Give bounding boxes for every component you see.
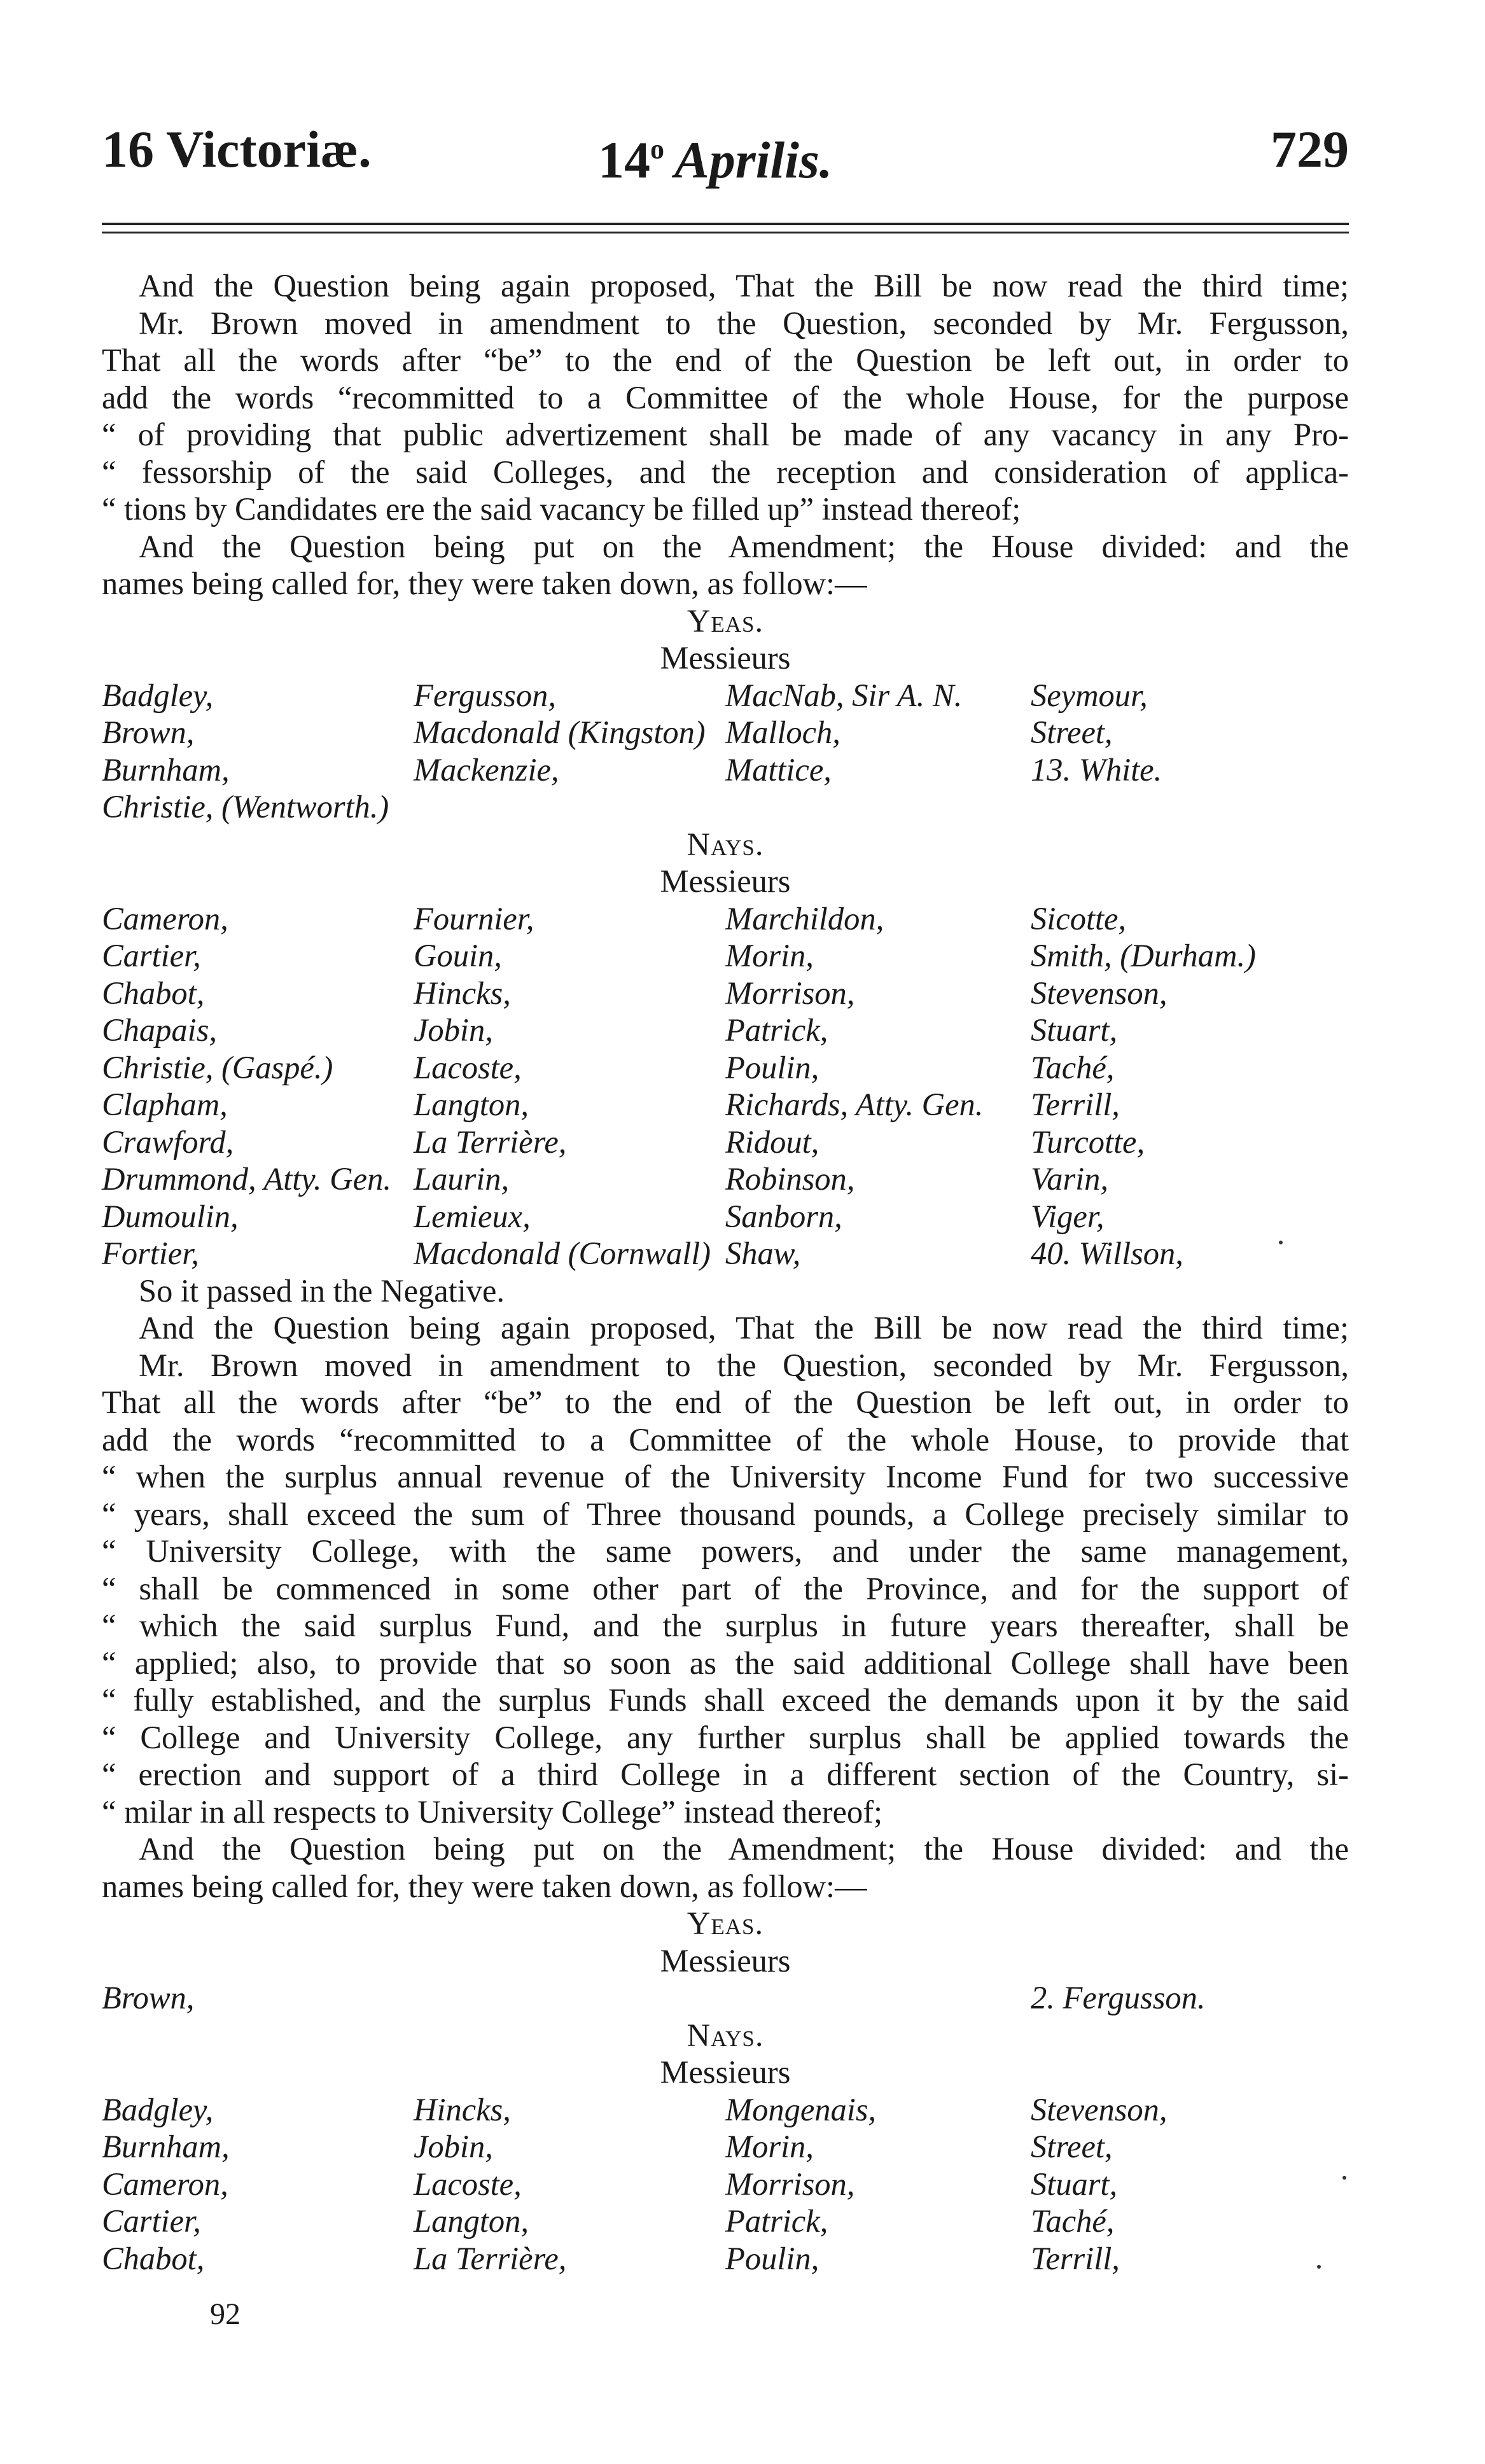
list-item: Taché, (1031, 1049, 1115, 1085)
ink-speck (1317, 2265, 1321, 2269)
list-item: Richards, Atty. Gen. (725, 1087, 984, 1122)
list-item: Marchildon, (725, 900, 884, 936)
list-item: Turcotte, (1031, 1124, 1145, 1160)
list-item: Stevenson, (1031, 2091, 1168, 2127)
ink-speck (1279, 1241, 1283, 1244)
list-item: Taché, (1031, 2203, 1115, 2239)
list-item: Cameron, (102, 900, 228, 936)
list-item: Lacoste, (414, 2166, 522, 2202)
list-item: Morin, (725, 938, 814, 973)
list-item: Fournier, (414, 900, 534, 936)
list-item: Dumoulin, (102, 1198, 239, 1234)
list-item: Poulin, (725, 1049, 819, 1085)
list-item: Burnham, (102, 2129, 230, 2164)
messieurs-heading: Messieurs (660, 2054, 791, 2090)
list-item: Fergusson, (414, 677, 556, 713)
list-item: Christie, (Gaspé.) (102, 1049, 333, 1085)
paragraph-amendment-2: And the Question being again proposed, That the Bill be now read the third time; Mr. Brown moved in amendment to the Question, seconded by Mr. Fergusson, That all the words after “be” to the end of the Question be left out, in order to add the words “recommitted to a Committee of the whole House, to provide that “ when the surplus annual revenue of the University Income Fund for two successive “ years, shall exceed the sum of Three thousand pounds, a College precisely similar to “ University College, with the same powers, and under the same management, “ shall be commenced in some other part of the Province, and for the support of “ which the said surplus Fund, and the surplus in future years thereafter, shall be “ applied; also, to provide that so soon as the said additional College shall have been “ fully established, and the surplus Funds shall exceed the demands upon it by the said “ College and University College, any further surplus shall be applied towards the “ erection and support of a third College in a different section of the Country, si- “ milar in all respects to University College” instead thereof; (102, 1310, 1349, 1830)
paragraph-division-1: And the Question being put on the Amendment; the House divided: and the names being called for, they were taken down, as follow:— (102, 528, 1349, 601)
list-item: La Terrière, (414, 1124, 567, 1160)
yeas-heading: Yeas. (687, 602, 764, 639)
signature-mark: 92 (210, 2297, 241, 2331)
list-item: Stuart, (1031, 1012, 1118, 1048)
list-item: Cartier, (102, 938, 201, 973)
list-item: Chabot, (102, 2240, 205, 2276)
list-item: Badgley, (102, 677, 214, 713)
list-item: Macdonald (Cornwall) (414, 1235, 711, 1271)
list-item: Stuart, (1031, 2166, 1118, 2202)
list-item: Gouin, (414, 938, 502, 973)
list-item: Langton, (414, 2203, 529, 2239)
messieurs-heading: Messieurs (660, 863, 791, 899)
header-rule (102, 223, 1349, 225)
list-item: Street, (1031, 2129, 1113, 2164)
list-item: Street, (1031, 714, 1113, 750)
list-item: Hincks, (414, 975, 511, 1011)
list-item: Poulin, (725, 2240, 819, 2276)
list-item: Laurin, (414, 1161, 510, 1197)
list-item: Varin, (1031, 1161, 1109, 1197)
list-item: Mongenais, (725, 2091, 877, 2127)
list-item: Mattice, (725, 751, 832, 788)
nays-list-1 (102, 900, 1349, 1272)
list-item: Brown, (102, 714, 195, 750)
yeas-list-2 (102, 1979, 1349, 2017)
list-item: Patrick, (725, 2203, 828, 2239)
page-number: 729 (1271, 120, 1349, 178)
list-item: 40. Willson, (1031, 1235, 1183, 1271)
nays-heading: Nays. (687, 826, 764, 862)
page (102, 115, 1349, 2276)
messieurs-heading: Messieurs (660, 1942, 791, 1979)
list-item: Shaw, (725, 1235, 801, 1271)
list-item: Sicotte, (1031, 900, 1127, 936)
header-session: 16 Victoriæ. (102, 120, 372, 178)
paragraph-division-2: And the Question being put on the Amendment; the House divided: and the names being called for, they were taken down, as follow:— (102, 1831, 1349, 1904)
paragraph-amendment-1: And the Question being again proposed, That the Bill be now read the third time; Mr. Brown moved in amendment to the Question, seconded by Mr. Fergusson, That all the words after “be” to the end of the Question be left out, in order to add the words “recommitted to a Committee of the whole House, for the purpose “ of providing that public advertizement shall be made of any vacancy in any Pro- “ fessorship of the said Colleges, and the reception and consideration of applica- “ tions by Candidates ere the said vacancy be filled up” instead thereof; (102, 268, 1349, 527)
list-item: Lemieux, (414, 1198, 531, 1234)
list-item: Morrison, (725, 975, 855, 1011)
list-item: Sanborn, (725, 1198, 842, 1234)
list-item: Malloch, (725, 714, 840, 750)
list-item: Burnham, (102, 751, 230, 788)
yeas-list-1 (102, 677, 1349, 826)
list-item: Morrison, (725, 2166, 855, 2202)
yeas-heading: Yeas. (687, 1905, 764, 1941)
list-item: Chabot, (102, 975, 205, 1011)
nays-heading: Nays. (687, 2017, 764, 2053)
list-item: Jobin, (414, 1012, 493, 1048)
list-item: Clapham, (102, 1087, 228, 1122)
list-item: Seymour, (1031, 677, 1148, 713)
header-rule-thin (102, 232, 1349, 233)
list-item: Terrill, (1031, 1087, 1120, 1122)
list-item: Chapais, (102, 1012, 217, 1048)
list-item: Christie, (Wentworth.) (102, 789, 389, 825)
list-item: Brown, (102, 1980, 195, 2015)
list-item: Jobin, (414, 2129, 493, 2164)
list-item: Cartier, (102, 2203, 201, 2239)
ink-speck (1342, 2176, 1346, 2180)
list-item: Patrick, (725, 1012, 828, 1048)
list-item: Fortier, (102, 1235, 199, 1271)
list-item: Ridout, (725, 1124, 819, 1160)
list-item: Hincks, (414, 2091, 511, 2127)
list-item: Crawford, (102, 1124, 234, 1160)
result-negative: So it passed in the Negative. (139, 1272, 505, 1309)
list-item: Stevenson, (1031, 975, 1168, 1011)
list-item: Terrill, (1031, 2240, 1120, 2276)
list-item: Lacoste, (414, 1049, 522, 1085)
list-item: Mackenzie, (414, 751, 559, 788)
list-item: Macdonald (Kingston) (414, 714, 706, 750)
list-item: La Terrière, (414, 2240, 567, 2276)
list-item: Drummond, Atty. Gen. (102, 1161, 391, 1197)
nays-list-2 (102, 2091, 1349, 2278)
page-body (102, 267, 1349, 2277)
running-header (102, 115, 1349, 189)
list-item: MacNab, Sir A. N. (725, 677, 963, 713)
list-item: Cameron, (102, 2166, 228, 2202)
list-item: 2. Fergusson. (1031, 1980, 1206, 2015)
list-item: Smith, (Durham.) (1031, 938, 1256, 973)
list-item: Morin, (725, 2129, 814, 2164)
list-item: 13. White. (1031, 751, 1162, 788)
list-item: Robinson, (725, 1161, 855, 1197)
list-item: Langton, (414, 1087, 529, 1122)
list-item: Viger, (1031, 1198, 1105, 1234)
messieurs-heading: Messieurs (660, 640, 791, 676)
header-date: 14$^o$ Aprilis. (598, 131, 833, 189)
list-item: Badgley, (102, 2091, 214, 2127)
